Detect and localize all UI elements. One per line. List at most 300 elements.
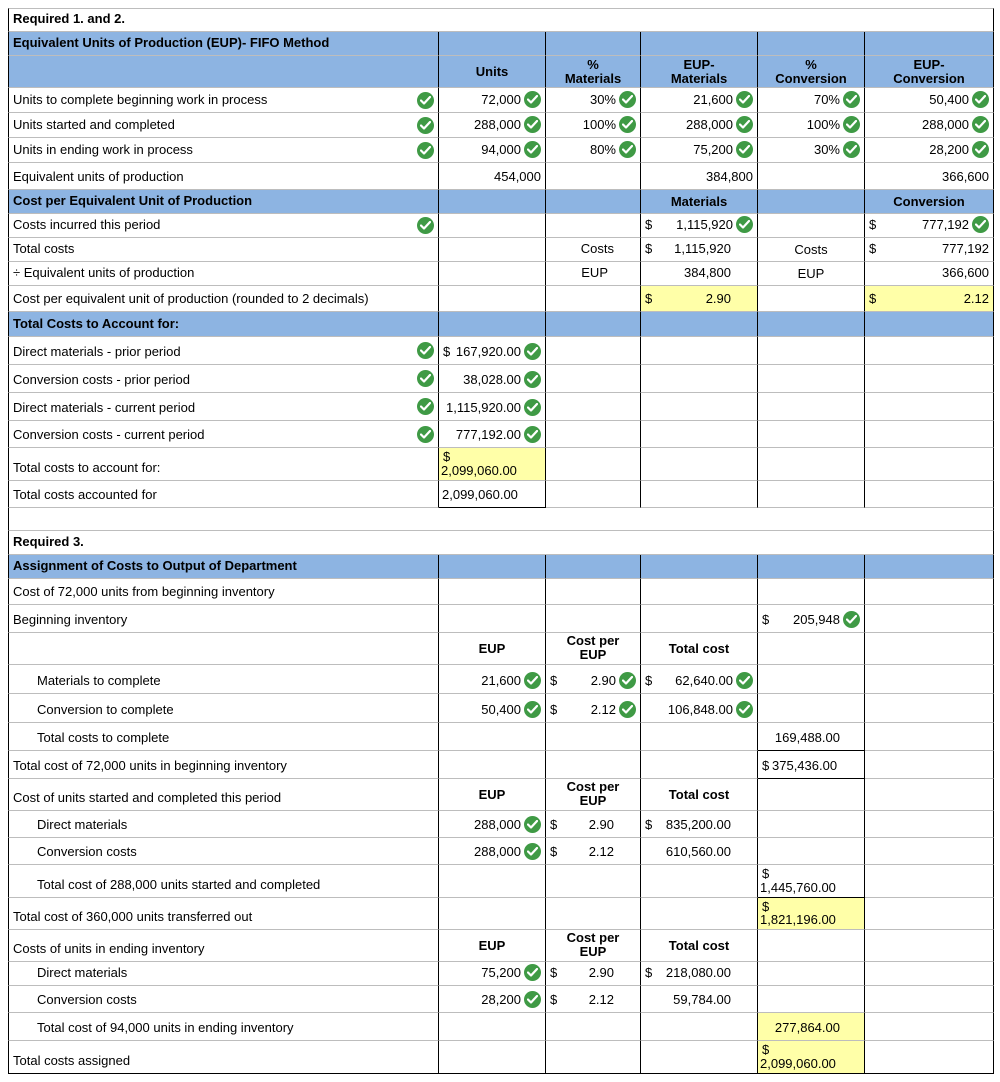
detail-eup	[439, 694, 546, 723]
total-cost-col-header	[641, 930, 758, 962]
detail-total-cost	[641, 838, 758, 865]
answer-correct-check-icon	[619, 116, 636, 133]
empty-cell	[546, 393, 641, 421]
eup-materials-input-value[interactable]: 288,000	[686, 117, 733, 132]
detail-row-label	[8, 665, 439, 694]
total-started-value-value: 1,445,760.00	[760, 880, 836, 895]
heading-required-3	[8, 531, 994, 555]
answer-correct-check-icon	[524, 426, 541, 443]
costs-incurred-materials	[641, 214, 758, 238]
detail-total-cost	[641, 694, 758, 723]
total-cost-header-text: Total cost	[668, 938, 730, 953]
empty-cell	[546, 898, 641, 930]
total-to-complete-label	[8, 723, 439, 751]
eup-word-cell	[758, 262, 865, 286]
eup-row-label	[8, 138, 439, 163]
empty-cell	[865, 605, 994, 633]
total-assigned-value-value[interactable]: 2,099,060.00	[760, 1056, 836, 1071]
eup-total-units-value: 454,000	[494, 169, 541, 184]
section-title-assignment-text: Assignment of Costs to Output of Department	[13, 558, 297, 573]
empty-cell	[758, 986, 865, 1013]
cost-per-header-line2: EUP	[579, 647, 607, 662]
empty-cell	[865, 312, 994, 337]
costs-incurred-label	[8, 214, 439, 238]
pct-conversion-input-value[interactable]: 70%	[813, 92, 840, 107]
answer-correct-check-icon	[736, 116, 753, 133]
total-ending-label-text: Total cost of 94,000 units in ending inventory	[37, 1020, 294, 1035]
total-started-value	[758, 865, 865, 898]
empty-cell	[439, 605, 546, 633]
total-costs-conversion	[865, 238, 994, 262]
empty-cell	[758, 779, 865, 811]
answer-correct-check-icon	[524, 371, 541, 388]
detail-cost-per-eup	[546, 986, 641, 1013]
empty-cell	[546, 448, 641, 481]
costs-word: Costs	[580, 241, 614, 256]
answer-correct-check-icon	[843, 611, 860, 628]
empty-cell	[865, 579, 994, 605]
units-input-value[interactable]: 72,000	[481, 92, 521, 107]
eup-col-header-text: EUP	[478, 938, 506, 953]
costs-incurred-conversion	[865, 214, 994, 238]
eup-materials-input	[641, 138, 758, 163]
eup-materials-input	[641, 113, 758, 138]
answer-correct-check-icon	[524, 343, 541, 360]
empty-cell	[546, 481, 641, 508]
eup-conversion-input-value[interactable]: 28,200	[929, 142, 969, 157]
answer-correct-check-icon	[524, 399, 541, 416]
eup-col-header	[439, 633, 546, 665]
total-to-complete-value	[758, 723, 865, 751]
dollar-sign: $	[762, 612, 770, 627]
empty-cell	[546, 865, 641, 898]
detail-row-label-text: Conversion costs	[37, 844, 137, 859]
empty-cell	[641, 865, 758, 898]
empty-cell	[641, 448, 758, 481]
empty-cell	[546, 605, 641, 633]
ending-title: Costs of units in ending inventory	[13, 941, 205, 956]
answer-correct-check-icon	[524, 701, 541, 718]
answer-correct-check-icon	[619, 141, 636, 158]
empty-cell	[439, 865, 546, 898]
answer-correct-check-icon	[972, 91, 989, 108]
dollar-sign: $	[550, 965, 558, 980]
answer-correct-check-icon	[619, 91, 636, 108]
column-header-line2: Materials	[670, 71, 728, 86]
empty-cell	[865, 779, 994, 811]
empty-cell	[641, 421, 758, 448]
account-row-value	[439, 365, 546, 393]
empty-cell	[758, 190, 865, 214]
pct-materials-input-value[interactable]: 100%	[582, 117, 616, 132]
answer-correct-check-icon	[524, 843, 541, 860]
section-title-eup-text: Equivalent Units of Production (EUP)- FIFO Method	[13, 35, 330, 50]
detail-cost-per-eup-value[interactable]: 2.12	[590, 702, 616, 717]
started-title: Cost of units started and completed this period	[13, 790, 282, 805]
section-title-cost-per-eup-text: Cost per Equivalent Unit of Production	[13, 193, 253, 208]
column-header-line2: Conversion	[893, 71, 965, 86]
column-header-text: Units	[475, 64, 509, 79]
empty-cell	[865, 481, 994, 508]
dollar-sign: $	[550, 702, 558, 717]
empty-cell	[641, 481, 758, 508]
eup-row-label-text: Units started and completed	[13, 117, 175, 132]
detail-total-cost-value: 59,784.00	[673, 992, 731, 1007]
empty-cell	[758, 32, 865, 56]
answer-correct-check-icon	[524, 991, 541, 1008]
eup-divide-materials	[641, 262, 758, 286]
detail-eup-value[interactable]: 75,200	[481, 965, 521, 980]
detail-eup-value[interactable]: 28,200	[481, 992, 521, 1007]
section-title-assignment	[8, 555, 439, 579]
empty-cell	[641, 898, 758, 930]
empty-cell	[439, 190, 546, 214]
eup-materials-input-value[interactable]: 75,200	[693, 142, 733, 157]
detail-total-cost-value: 610,560.00	[665, 844, 731, 859]
detail-total-cost	[641, 811, 758, 838]
total-ending-value-value[interactable]: 277,864.00	[774, 1020, 840, 1035]
answer-correct-check-icon	[843, 116, 860, 133]
empty-cell	[865, 811, 994, 838]
eup-word-cell	[546, 262, 641, 286]
detail-row-label	[8, 986, 439, 1013]
account-row-label-text: Conversion costs - prior period	[13, 372, 191, 387]
empty-cell	[546, 579, 641, 605]
empty-cell	[865, 962, 994, 986]
total-to-account-value-value[interactable]: 2,099,060.00	[441, 463, 517, 478]
cost-per-header-line1: Cost per	[566, 779, 620, 794]
input-ok-check-icon	[417, 142, 434, 159]
eup-total-units	[439, 163, 546, 190]
eup-row-label-text: Units to complete beginning work in process	[13, 92, 268, 107]
cost-per-eup-col-header	[546, 779, 641, 811]
empty-cell	[758, 838, 865, 865]
account-row-label-text: Direct materials - prior period	[13, 344, 181, 359]
beginning-inventory-value-value[interactable]: 205,948	[793, 612, 840, 627]
cost-per-header-line2: EUP	[579, 793, 607, 808]
empty-cell	[865, 898, 994, 930]
empty-cell	[865, 32, 994, 56]
beginning-inventory-label	[8, 605, 439, 633]
eup-materials-input-value[interactable]: 21,600	[693, 92, 733, 107]
empty-cell	[865, 865, 994, 898]
empty-cell	[439, 238, 546, 262]
dollar-sign: $	[645, 241, 653, 256]
empty-cell	[439, 579, 546, 605]
section-title-account	[8, 312, 439, 337]
column-header-line1: EUP-	[913, 57, 945, 72]
detail-total-cost-value: 835,200.00	[665, 817, 731, 832]
answer-correct-check-icon	[843, 91, 860, 108]
detail-cost-per-eup	[546, 665, 641, 694]
empty-cell	[641, 579, 758, 605]
empty-cell	[439, 32, 546, 56]
total-cost-col-header	[641, 633, 758, 665]
empty-cell	[439, 1041, 546, 1074]
detail-total-cost-value[interactable]: 106,848.00	[667, 702, 733, 717]
dollar-sign: $	[645, 965, 653, 980]
cost-per-header-line1: Cost per	[566, 633, 620, 648]
empty-cell	[439, 751, 546, 779]
cost-per-eup-conversion	[865, 286, 994, 312]
detail-cost-per-eup-value[interactable]: 2.90	[590, 673, 616, 688]
input-ok-check-icon	[417, 342, 434, 359]
eup-word: EUP	[581, 265, 608, 280]
empty-cell	[439, 1013, 546, 1041]
input-ok-check-icon	[417, 117, 434, 134]
pct-conversion-input-value[interactable]: 30%	[813, 142, 840, 157]
heading-required-1-2	[8, 8, 994, 32]
column-header	[546, 56, 641, 88]
total-cost-col-header	[641, 779, 758, 811]
total-transferred-value-value[interactable]: 1,821,196.00	[760, 912, 836, 927]
detail-eup-value[interactable]: 50,400	[481, 702, 521, 717]
total-assigned-label-text: Total costs assigned	[13, 1053, 131, 1068]
empty-cell	[758, 930, 865, 962]
dollar-sign: $	[762, 899, 770, 914]
input-ok-check-icon	[417, 370, 434, 387]
eup-conversion-input-value[interactable]: 288,000	[922, 117, 969, 132]
empty-cell	[758, 286, 865, 312]
empty-cell	[758, 312, 865, 337]
account-row-value	[439, 337, 546, 365]
empty-cell	[641, 393, 758, 421]
input-ok-check-icon	[417, 217, 434, 234]
cost-per-eup-conversion-value[interactable]: 2.12	[963, 291, 989, 306]
pct-materials-input-value[interactable]: 80%	[589, 142, 616, 157]
costs-incurred-materials-value[interactable]: 1,115,920	[676, 217, 733, 232]
eup-materials-input	[641, 88, 758, 113]
answer-correct-check-icon	[524, 141, 541, 158]
units-input	[439, 138, 546, 163]
total-cost-header-text: Total cost	[668, 787, 730, 802]
conversion-header	[865, 190, 994, 214]
empty-cell	[546, 312, 641, 337]
empty-cell	[865, 723, 994, 751]
pct-conversion-input	[758, 88, 865, 113]
dollar-sign: $	[869, 291, 877, 306]
empty-cell	[758, 555, 865, 579]
empty-cell	[758, 214, 865, 238]
empty-cell	[758, 163, 865, 190]
empty-cell	[865, 555, 994, 579]
answer-correct-check-icon	[972, 141, 989, 158]
answer-correct-check-icon	[619, 701, 636, 718]
empty-cell	[546, 421, 641, 448]
units-input	[439, 88, 546, 113]
empty-cell	[758, 665, 865, 694]
empty-cell	[546, 751, 641, 779]
empty-cell	[865, 633, 994, 665]
account-row-value-value[interactable]: 1,115,920.00	[446, 400, 521, 415]
eup-word: EUP	[797, 266, 825, 281]
header-label-cell	[8, 56, 439, 88]
detail-cost-per-eup-value: 2.12	[588, 992, 614, 1007]
empty-cell	[865, 421, 994, 448]
total-assigned-label	[8, 1041, 439, 1074]
column-header	[758, 56, 865, 88]
answer-correct-check-icon	[524, 816, 541, 833]
total-costs-label	[8, 238, 439, 262]
answer-correct-check-icon	[736, 701, 753, 718]
answer-correct-check-icon	[736, 216, 753, 233]
pct-conversion-input-value[interactable]: 100%	[806, 117, 840, 132]
input-ok-check-icon	[417, 398, 434, 415]
empty-cell	[758, 962, 865, 986]
eup-divide-conversion-value: 366,600	[942, 265, 989, 280]
empty-cell	[439, 898, 546, 930]
empty-cell	[865, 1041, 994, 1074]
detail-total-cost-value[interactable]: 62,640.00	[675, 673, 733, 688]
answer-correct-check-icon	[524, 672, 541, 689]
detail-row-label	[8, 811, 439, 838]
answer-correct-check-icon	[736, 141, 753, 158]
cost-of-beginning-label	[8, 579, 439, 605]
total-accounted-value	[439, 481, 546, 508]
total-accounted-value-value: 2,099,060.00	[442, 487, 518, 502]
eup-row-label	[8, 88, 439, 113]
cost-per-header-line2: EUP	[579, 944, 607, 959]
empty-cell	[641, 751, 758, 779]
column-header-line1: %	[587, 57, 599, 72]
empty-cell	[865, 930, 994, 962]
beginning-inventory-label-text: Beginning inventory	[13, 612, 128, 627]
account-row-value-value[interactable]: 777,192.00	[455, 427, 521, 442]
account-row-value	[439, 393, 546, 421]
empty-cell	[546, 555, 641, 579]
detail-row-label	[8, 838, 439, 865]
empty-cell	[546, 32, 641, 56]
eup-col-header	[439, 930, 546, 962]
dollar-sign: $	[645, 217, 653, 232]
column-header-line1: EUP-	[683, 57, 715, 72]
empty-cell	[865, 694, 994, 723]
units-input	[439, 113, 546, 138]
dollar-sign: $	[550, 817, 558, 832]
beginning-inventory-value	[758, 605, 865, 633]
cost-per-eup-materials-value[interactable]: 2.90	[705, 291, 731, 306]
detail-eup	[439, 838, 546, 865]
account-row-label	[8, 365, 439, 393]
empty-cell	[758, 421, 865, 448]
answer-correct-check-icon	[736, 672, 753, 689]
units-input-value[interactable]: 94,000	[481, 142, 521, 157]
costs-word-cell	[546, 238, 641, 262]
total-transferred-label	[8, 898, 439, 930]
empty-cell	[546, 214, 641, 238]
answer-correct-check-icon	[972, 116, 989, 133]
answer-correct-check-icon	[524, 964, 541, 981]
empty-cell	[865, 986, 994, 1013]
total-to-account-value	[439, 448, 546, 481]
empty-cell	[439, 262, 546, 286]
empty-cell	[546, 337, 641, 365]
column-header	[439, 56, 546, 88]
answer-correct-check-icon	[972, 216, 989, 233]
empty-cell	[865, 665, 994, 694]
empty-cell	[641, 365, 758, 393]
section-title-eup	[8, 32, 439, 56]
input-ok-check-icon	[417, 92, 434, 109]
account-row-label	[8, 393, 439, 421]
section-title-account-text: Total Costs to Account for:	[13, 316, 180, 331]
pct-materials-input	[546, 88, 641, 113]
total-costs-label-text: Total costs	[13, 241, 75, 256]
account-row-value-value[interactable]: 38,028.00	[463, 372, 521, 387]
answer-correct-check-icon	[843, 141, 860, 158]
eup-conversion-input	[865, 113, 994, 138]
account-row-value-value[interactable]: 167,920.00	[455, 344, 521, 359]
answer-correct-check-icon	[619, 672, 636, 689]
empty-cell	[439, 286, 546, 312]
total-ending-label	[8, 1013, 439, 1041]
empty-cell	[546, 723, 641, 751]
subheader-label-cell	[8, 633, 439, 665]
total-costs-materials	[641, 238, 758, 262]
empty-cell	[546, 365, 641, 393]
empty-cell	[758, 337, 865, 365]
total-accounted-label	[8, 481, 439, 508]
eup-divide-label	[8, 262, 439, 286]
detail-eup-value[interactable]: 21,600	[481, 673, 521, 688]
detail-eup-value[interactable]: 288,000	[474, 817, 521, 832]
total-to-account-label-text: Total costs to account for:	[13, 460, 161, 475]
detail-row-label	[8, 962, 439, 986]
cost-per-eup-label-text: Cost per equivalent unit of production (rounded to 2 decimals)	[13, 291, 369, 306]
detail-row-label-text: Direct materials	[37, 965, 128, 980]
total-to-account-label	[8, 448, 439, 481]
detail-cost-per-eup	[546, 811, 641, 838]
pct-conversion-input	[758, 138, 865, 163]
empty-cell	[641, 337, 758, 365]
total-costs-materials-value: 1,115,920	[674, 241, 731, 256]
detail-cost-per-eup-value: 2.90	[588, 817, 614, 832]
eup-conversion-input-value[interactable]: 50,400	[929, 92, 969, 107]
total-to-complete-label-text: Total costs to complete	[37, 730, 170, 745]
eup-total-materials-value: 384,800	[706, 169, 753, 184]
dollar-sign: $	[645, 673, 653, 688]
empty-cell	[865, 393, 994, 421]
dollar-sign: $	[869, 217, 877, 232]
detail-eup	[439, 665, 546, 694]
detail-eup	[439, 962, 546, 986]
detail-total-cost	[641, 986, 758, 1013]
empty-cell	[439, 723, 546, 751]
eup-col-header-text: EUP	[478, 641, 506, 656]
total-ending-value	[758, 1013, 865, 1041]
empty-cell	[546, 1013, 641, 1041]
detail-eup-value[interactable]: 288,000	[474, 844, 521, 859]
empty-cell	[546, 1041, 641, 1074]
answer-correct-check-icon	[736, 91, 753, 108]
detail-row-label-text: Materials to complete	[37, 673, 161, 688]
costs-incurred-conversion-value[interactable]: 777,192	[922, 217, 969, 232]
empty-cell	[758, 481, 865, 508]
spacer-row	[8, 508, 994, 531]
total-accounted-label-text: Total costs accounted for	[13, 487, 157, 502]
units-input-value[interactable]: 288,000	[474, 117, 521, 132]
pct-materials-input	[546, 113, 641, 138]
detail-cost-per-eup	[546, 694, 641, 723]
dollar-sign: $	[762, 1042, 770, 1057]
dollar-sign: $	[550, 673, 558, 688]
dollar-sign: $	[762, 866, 770, 881]
pct-materials-input-value[interactable]: 30%	[589, 92, 616, 107]
eup-conversion-input	[865, 88, 994, 113]
detail-row-label-text: Direct materials	[37, 817, 128, 832]
detail-cost-per-eup	[546, 838, 641, 865]
empty-cell	[641, 605, 758, 633]
